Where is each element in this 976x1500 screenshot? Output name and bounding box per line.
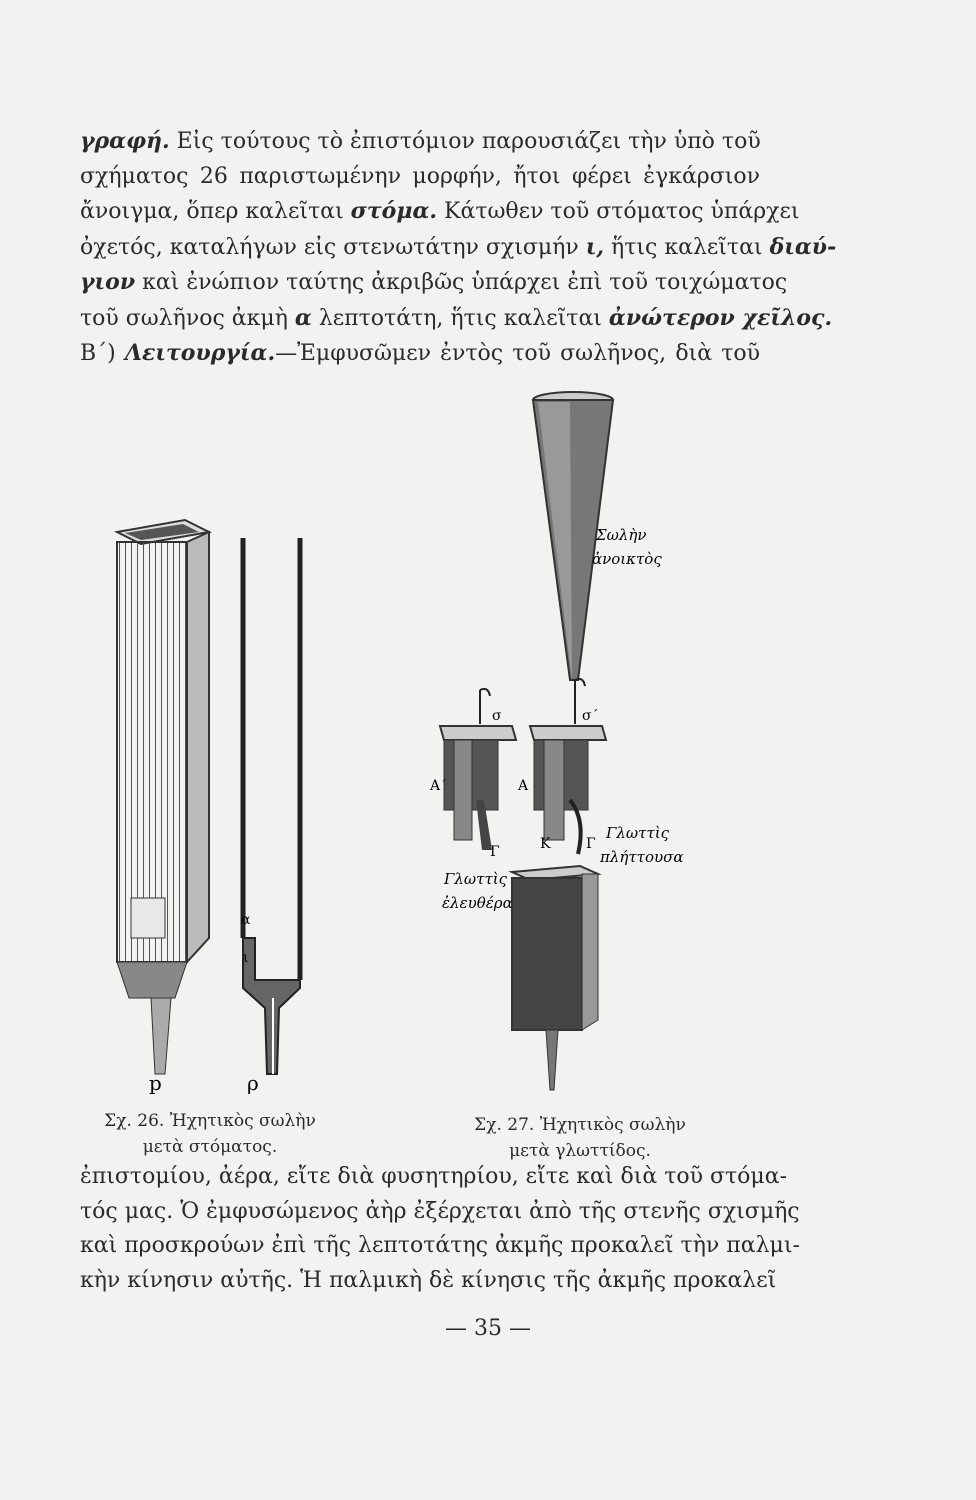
text-line xyxy=(80,1264,777,1299)
text-line xyxy=(80,1195,800,1230)
figure-26-caption xyxy=(80,1108,340,1160)
figure-26-caption-line1: Σχ. 26. Ἠχητικὸς σωλὴν xyxy=(104,1111,316,1131)
label-tongue-free-1: Γλωττὶς xyxy=(444,870,508,888)
text-run: ὀχετός, καταλήγων εἰς στενωτάτην σχισμήν xyxy=(80,234,586,260)
text-line xyxy=(80,194,800,230)
reed-right-drawing xyxy=(530,679,606,854)
text-run: κὴν κίνησιν αὐτῆς. Ἡ παλμικὴ δὲ κίνησις τῆς ἀκμῆς προκαλεῖ xyxy=(80,1267,777,1293)
text-line xyxy=(80,265,788,301)
label-A2: Α xyxy=(518,778,529,794)
text-line xyxy=(80,230,837,266)
emphasized-term: γραφή. xyxy=(80,128,170,154)
label-tongue-strike-2: πλήττουσα xyxy=(600,848,684,866)
bottom-paragraph xyxy=(80,1160,800,1298)
emphasized-term: Λειτουργία. xyxy=(124,340,276,366)
label-iota: ι xyxy=(243,950,249,966)
label-rho: ρ xyxy=(247,1071,259,1095)
reed-left-drawing xyxy=(440,689,516,850)
label-p: p xyxy=(149,1071,162,1095)
text-run: Β΄) xyxy=(80,341,125,366)
label-sigma-1: σ xyxy=(492,708,502,724)
figure-27-reed-pipe xyxy=(420,380,720,1100)
text-run: —Ἐμφυσῶμεν ἐντὸς τοῦ σωλῆνος, διὰ τοῦ xyxy=(275,341,760,366)
boot-drawing xyxy=(512,866,598,1090)
page-number: — 35 — xyxy=(445,1316,531,1341)
text-run: καὶ προσκρούων ἐπὶ τῆς λεπτοτάτης ἀκμῆς προκαλεῖ τὴν παλμι- xyxy=(80,1233,800,1258)
label-tube-open-2: ἀνοικτὸς xyxy=(592,550,662,568)
text-line xyxy=(80,1160,788,1195)
label-G2: Γ xyxy=(586,836,596,852)
figure-27-caption xyxy=(440,1112,720,1164)
text-run: τοῦ σωλῆνος ἀκμὴ xyxy=(80,305,295,331)
label-alpha: α xyxy=(241,912,251,928)
label-tongue-free-2: ἐλευθέρα xyxy=(442,894,513,912)
text-run: καὶ ἐνώπιον ταύτης ἀκριβῶς ὑπάρχει ἐπὶ τοῦ τοιχώματος xyxy=(135,270,788,295)
label-sigma-2: σ΄ xyxy=(582,708,599,724)
text-run: ἐπιστομίου, ἀέρα, εἴτε διὰ φυσητηρίου, εἴτε καὶ διὰ τοῦ στόμα- xyxy=(80,1164,788,1189)
text-run: Κάτωθεν τοῦ στόματος ὑπάρχει xyxy=(437,199,800,224)
figure-27-caption-line1: Σχ. 27. Ἠχητικὸς σωλὴν xyxy=(474,1115,686,1135)
text-run: ἥτις καλεῖται xyxy=(604,234,770,260)
text-line xyxy=(80,1229,800,1264)
emphasized-term: στόμα. xyxy=(350,198,438,224)
text-line xyxy=(80,336,760,372)
text-line xyxy=(80,124,760,160)
text-run: τός μας. Ὁ ἐμφυσώμενος ἀὴρ ἐξέρχεται ἀπὸ τῆς στενῆς σχισμῆς xyxy=(80,1198,800,1224)
label-tongue-strike-1: Γλωττὶς xyxy=(606,824,670,842)
label-K: Κ xyxy=(540,836,551,852)
figure-27-caption-line2: μετὰ γλωττίδος. xyxy=(509,1141,651,1161)
label-tube-open-1: Σωλὴν xyxy=(596,526,647,544)
emphasized-term: ἀνώτερον χεῖλος. xyxy=(608,304,833,331)
text-run: λεπτοτάτη, ἥτις καλεῖται xyxy=(311,305,609,331)
emphasized-term: γιον xyxy=(80,269,136,295)
pipe-3d-drawing xyxy=(117,520,209,1074)
figure-26-caption-line2: μετὰ στόματος. xyxy=(142,1137,278,1157)
pipe-section-drawing xyxy=(243,538,300,1074)
label-A1: Α΄ xyxy=(430,778,448,794)
text-line xyxy=(80,301,833,337)
figure-26-organ-flue-pipe xyxy=(95,518,335,1108)
label-G1: Γ xyxy=(490,844,500,860)
text-line xyxy=(80,160,760,195)
emphasized-term: α xyxy=(294,304,312,331)
text-run: Εἰς τούτους τὸ ἐπιστόμιον παρουσιάζει τὴν ὑπὸ τοῦ xyxy=(169,129,761,154)
text-run: σχήματος 26 παριστωμένην μορφήν, ἤτοι φέρει ἐγκάρσιον xyxy=(80,163,760,189)
top-paragraph xyxy=(80,124,837,372)
emphasized-term: διαύ- xyxy=(769,233,837,260)
emphasized-term: ι, xyxy=(585,233,605,260)
text-run: ἄνοιγμα, ὅπερ καλεῖται xyxy=(80,199,351,224)
